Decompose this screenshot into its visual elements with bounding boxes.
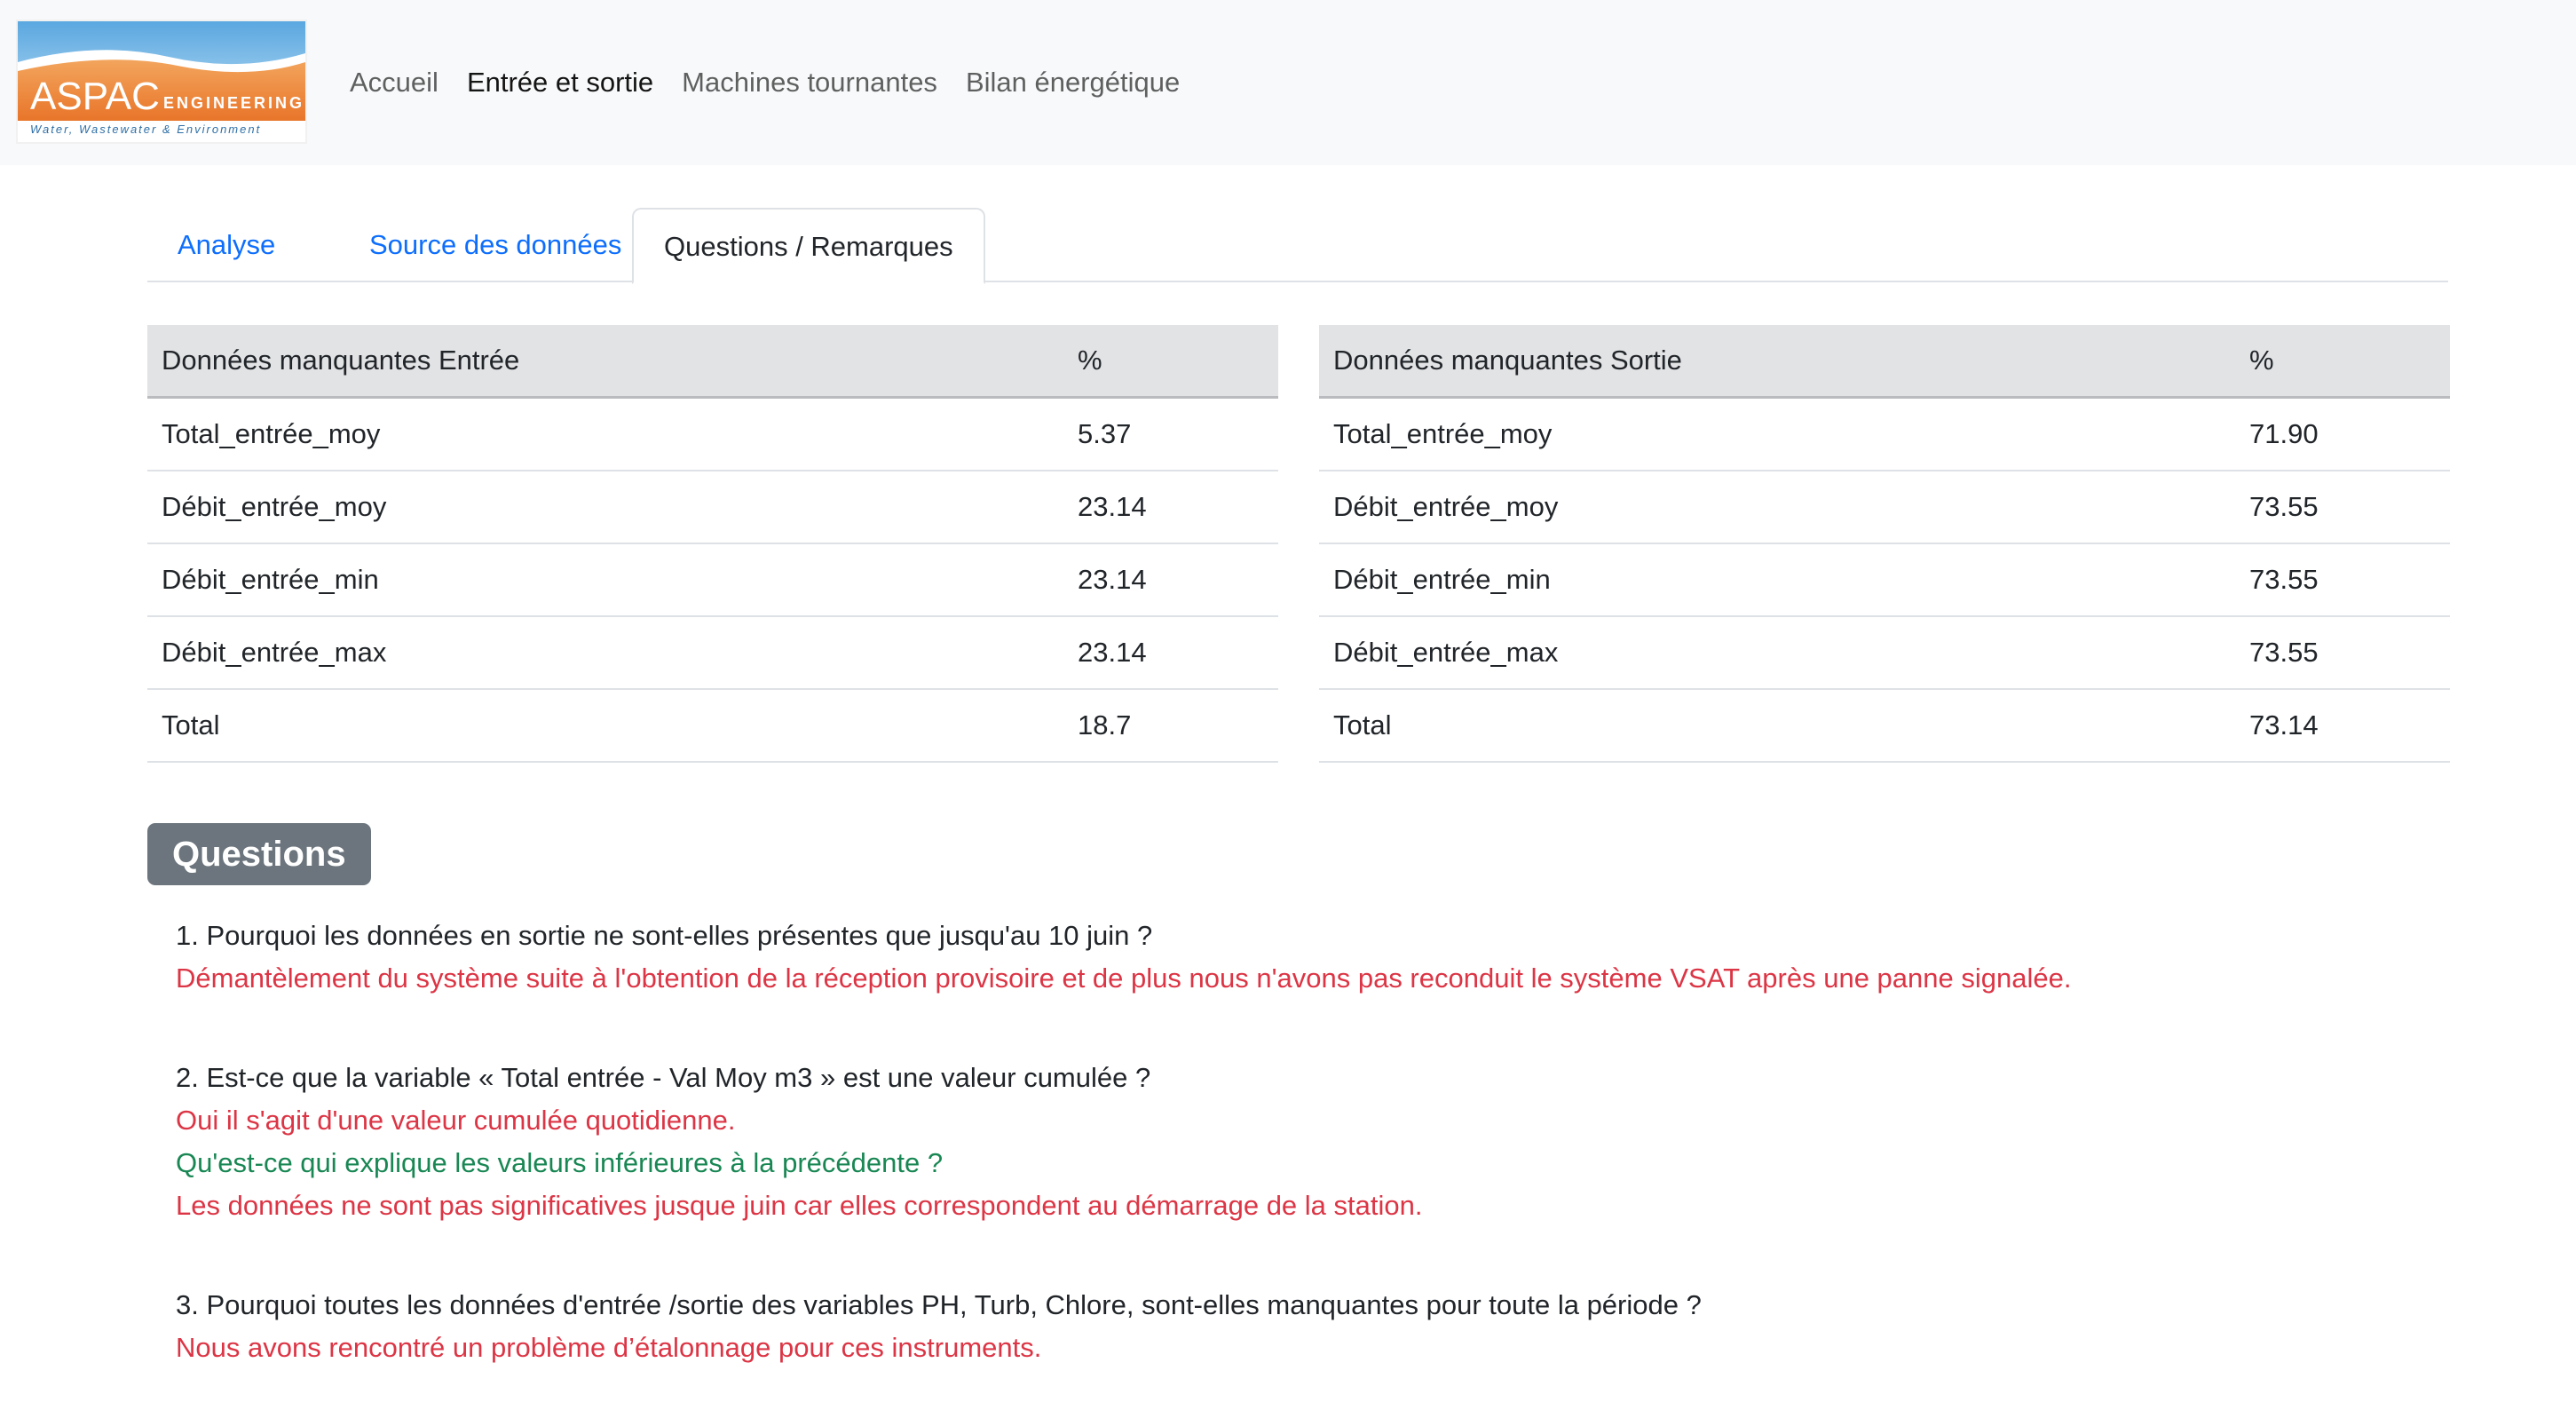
table-header-row	[1319, 325, 2450, 398]
table-cell: 73.55	[2235, 616, 2450, 689]
missing-data-entree-table	[147, 325, 1278, 763]
nav-links	[350, 60, 1208, 105]
table-cell: Total_entrée_moy	[1319, 398, 2235, 471]
question-text: 3. Pourquoi toutes les données d'entrée /sortie des variables PH, Turb, Chlore, sont-elles manquantes pour toute la période ?	[176, 1289, 1702, 1320]
nav-item-bilan-energetique[interactable]: Bilan énergétique	[965, 67, 1181, 98]
table-row	[147, 689, 1278, 762]
table-header-row	[147, 325, 1278, 398]
table-row	[1319, 398, 2450, 471]
table-cell: 73.55	[2235, 471, 2450, 543]
table-cell: 71.90	[2235, 398, 2450, 471]
tab-questions-remarques[interactable]: Questions / Remarques	[632, 208, 985, 284]
table-cell: Débit_entrée_max	[1319, 616, 2235, 689]
followup-answer-text: Les données ne sont pas significatives jusque juin car elles correspondent au démarrage de la station.	[176, 1190, 1423, 1221]
answer-text: Démantèlement du système suite à l'obtention de la réception provisoire et de plus nous n'avons pas reconduit le système VSAT après une panne signalée.	[176, 963, 2072, 994]
nav-item-entree-sortie[interactable]: Entrée et sortie	[466, 67, 654, 98]
table-row	[1319, 689, 2450, 762]
column-header: %	[2235, 325, 2450, 398]
table-cell: 23.14	[1063, 543, 1278, 616]
table-cell: 73.14	[2235, 689, 2450, 762]
logo-tagline: Water, Wastewater & Environment	[30, 123, 262, 136]
question-item	[176, 1057, 2484, 1227]
answer-text: Oui il s'agit d'une valeur cumulée quotidienne.	[176, 1105, 736, 1136]
table-row	[1319, 543, 2450, 616]
questions-list	[176, 915, 2484, 1426]
table-cell: 23.14	[1063, 471, 1278, 543]
navbar	[0, 0, 2576, 165]
aspac-logo[interactable]	[16, 20, 307, 144]
missing-data-sortie-table	[1319, 325, 2450, 763]
table-row	[147, 471, 1278, 543]
column-header: Données manquantes Sortie	[1319, 325, 2235, 398]
table-cell: Total_entrée_moy	[147, 398, 1063, 471]
table-cell: 73.55	[2235, 543, 2450, 616]
table-cell: Total	[147, 689, 1063, 762]
logo-sub: ENGINEERING	[163, 94, 305, 112]
table-cell: Débit_entrée_min	[1319, 543, 2235, 616]
table-row	[1319, 471, 2450, 543]
question-text: 2. Est-ce que la variable « Total entrée - Val Moy m3 » est une valeur cumulée ?	[176, 1062, 1151, 1093]
table-row	[1319, 616, 2450, 689]
table-row	[147, 398, 1278, 471]
tab-source-donnees[interactable]: Source des données	[369, 229, 622, 260]
tab-bar	[147, 208, 2448, 282]
table-row	[147, 616, 1278, 689]
table-cell: Débit_entrée_moy	[147, 471, 1063, 543]
answer-text: Nous avons rencontré un problème d’étalonnage pour ces instruments.	[176, 1332, 1042, 1363]
table-row	[147, 543, 1278, 616]
question-text: 1. Pourquoi les données en sortie ne sont-elles présentes que jusqu'au 10 juin ?	[176, 920, 1153, 951]
table-cell: 18.7	[1063, 689, 1278, 762]
table-cell: Débit_entrée_moy	[1319, 471, 2235, 543]
tab-analyse[interactable]: Analyse	[178, 229, 276, 260]
nav-item-machines-tournantes[interactable]: Machines tournantes	[682, 67, 937, 98]
table-cell: 5.37	[1063, 398, 1278, 471]
question-item	[176, 1284, 2484, 1369]
table-cell: 23.14	[1063, 616, 1278, 689]
question-item	[176, 915, 2484, 1000]
table-cell: Débit_entrée_min	[147, 543, 1063, 616]
logo-brand: ASPAC	[30, 75, 160, 118]
column-header: %	[1063, 325, 1278, 398]
column-header: Données manquantes Entrée	[147, 325, 1063, 398]
table-cell: Total	[1319, 689, 2235, 762]
table-cell: Débit_entrée_max	[147, 616, 1063, 689]
questions-badge: Questions	[147, 823, 371, 885]
nav-item-accueil[interactable]: Accueil	[350, 67, 439, 98]
followup-question-text: Qu'est-ce qui explique les valeurs inférieures à la précédente ?	[176, 1147, 944, 1178]
